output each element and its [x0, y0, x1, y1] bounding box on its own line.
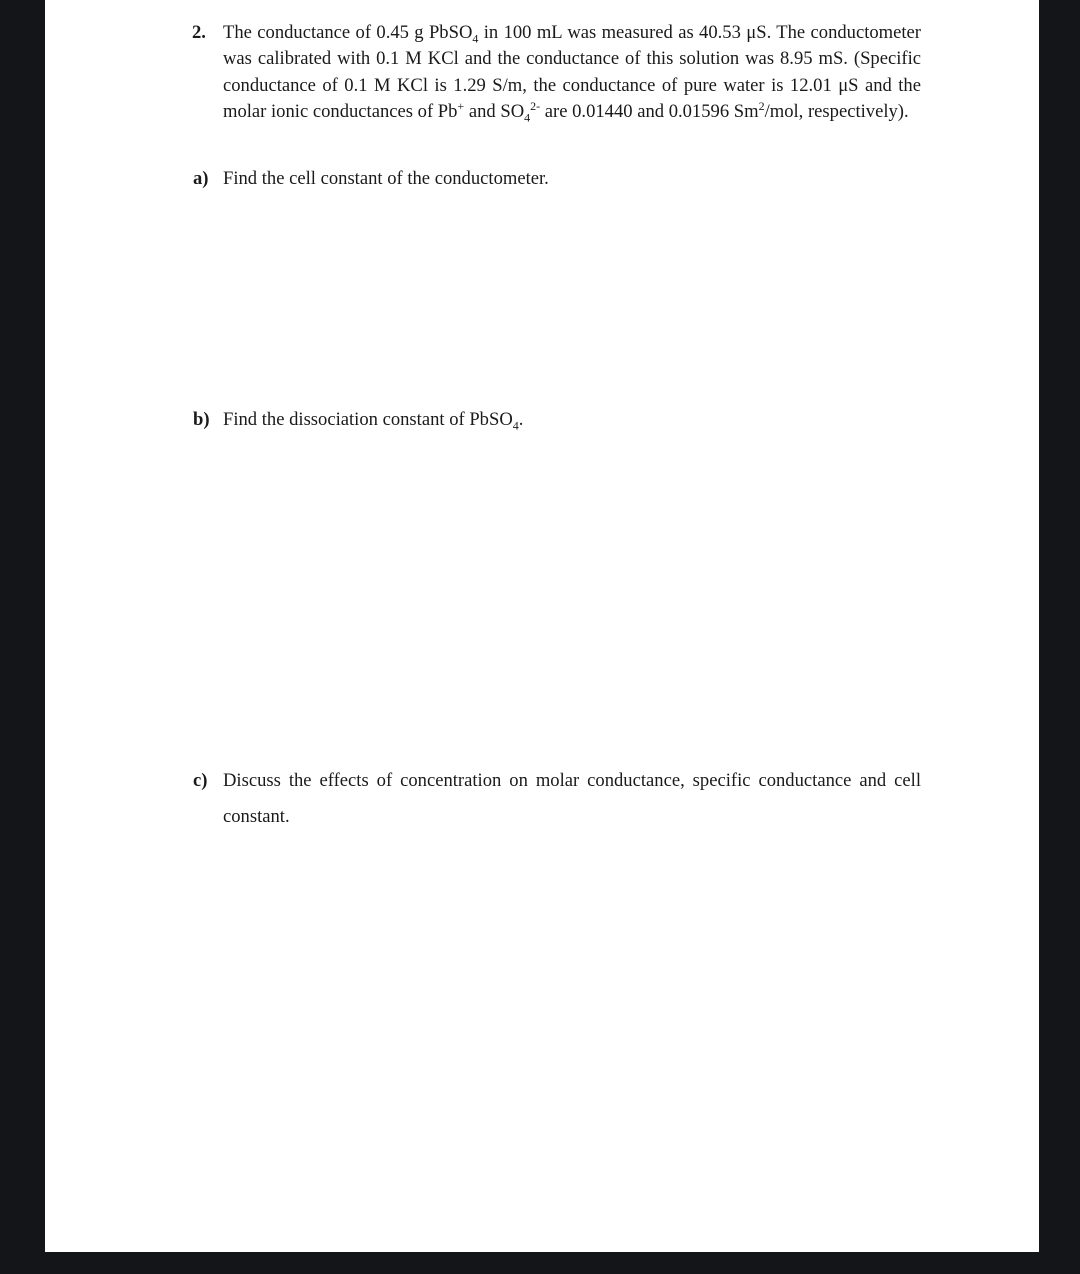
part-b-text-part: . [518, 409, 524, 430]
document-page [45, 0, 1039, 1252]
superscript: 2 [758, 99, 765, 114]
superscript: + [457, 99, 465, 114]
subscript: 4 [472, 31, 479, 46]
part-b-text [223, 407, 921, 433]
question-2 [192, 20, 921, 126]
part-c-text: Discuss the effects of concentration on molar conductance, specific conductance and cell constant. [223, 770, 921, 827]
question-text-part: The conductance of 0.45 g PbSO [223, 22, 473, 43]
part-b-text-part: Find the dissociation constant of PbSO [223, 409, 513, 430]
question-text [223, 20, 921, 126]
question-text-part: are 0.01440 and 0.01596 Sm [540, 101, 759, 123]
question-text-part: in 100 mL was measured as 40.53 μS. The conductometer was calibrated with 0.1 M KCl and the conductance of this solution was 8.95 mS. (Specific conductance of 0.1 M KCl is 1.29 S/m, the conductance of pure water is 12.01 μS and the molar ionic conductances of Pb [223, 22, 921, 123]
question-text-part: and SO [464, 101, 525, 123]
part-a-text: Find the cell constant of the conductometer. [223, 168, 549, 189]
question-number: 2. [192, 22, 206, 43]
superscript: 2- [530, 99, 541, 114]
part-a-label: a) [193, 168, 209, 189]
subscript: 4 [512, 418, 519, 433]
question-text-part: /mol, respectively). [764, 101, 909, 123]
part-b-label: b) [193, 409, 210, 430]
part-c-label: c) [193, 770, 208, 791]
subscript: 4 [524, 110, 531, 125]
